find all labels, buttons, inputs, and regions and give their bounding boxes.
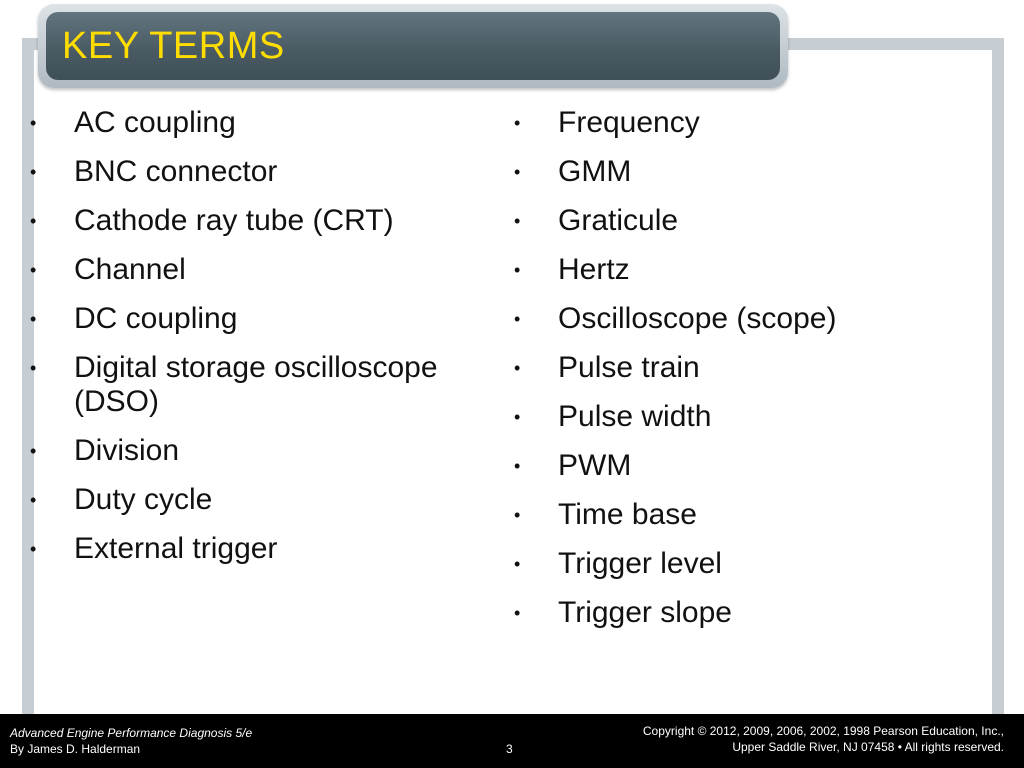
- bullet-icon: •: [30, 260, 37, 280]
- term-text: Digital storage oscilloscope (DSO): [74, 351, 438, 418]
- term-item: [514, 253, 984, 287]
- bullet-icon: •: [514, 407, 521, 427]
- term-item: [30, 351, 500, 419]
- bullet-icon: •: [30, 309, 37, 329]
- term-item: [514, 449, 984, 483]
- term-text: Pulse train: [558, 351, 700, 384]
- copyright-line-2: Upper Saddle River, NJ 07458 • All rights reserved.: [732, 740, 1004, 754]
- slide-title: KEY TERMS: [62, 25, 285, 67]
- term-item: [30, 532, 500, 566]
- term-item: [514, 351, 984, 385]
- term-text: Hertz: [558, 253, 630, 286]
- bullet-icon: •: [514, 260, 521, 280]
- term-text: Pulse width: [558, 400, 712, 433]
- bullet-icon: •: [30, 211, 37, 231]
- term-item: [514, 547, 984, 581]
- term-item: [30, 204, 500, 238]
- bullet-icon: •: [514, 162, 521, 182]
- bullet-icon: •: [30, 358, 37, 378]
- bullet-icon: •: [30, 162, 37, 182]
- bullet-icon: •: [30, 539, 37, 559]
- term-item: [514, 498, 984, 532]
- term-item: [30, 483, 500, 517]
- term-item: [514, 596, 984, 630]
- left-term-list: [30, 106, 500, 581]
- bullet-icon: •: [30, 113, 37, 133]
- page-number: 3: [506, 742, 513, 756]
- bullet-icon: •: [514, 505, 521, 525]
- term-text: Oscilloscope (scope): [558, 302, 837, 335]
- bullet-icon: •: [514, 211, 521, 231]
- term-item: [514, 155, 984, 189]
- term-item: [514, 106, 984, 140]
- term-text: DC coupling: [74, 302, 238, 335]
- bullet-icon: •: [514, 554, 521, 574]
- term-item: [514, 204, 984, 238]
- term-text: Trigger slope: [558, 596, 732, 629]
- term-text: Division: [74, 434, 180, 467]
- term-item: [30, 106, 500, 140]
- term-text: Frequency: [558, 106, 700, 139]
- copyright-line-1: Copyright © 2012, 2009, 2006, 2002, 1998 Pearson Education, Inc.,: [642, 724, 1004, 738]
- term-text: Time base: [558, 498, 697, 531]
- bullet-icon: •: [514, 603, 521, 623]
- term-item: [30, 302, 500, 336]
- term-text: AC coupling: [74, 106, 236, 139]
- term-text: Duty cycle: [74, 483, 213, 516]
- term-text: PWM: [558, 449, 632, 482]
- term-text: Cathode ray tube (CRT): [74, 204, 394, 237]
- term-item: [30, 434, 500, 468]
- term-text: Channel: [74, 253, 186, 286]
- right-term-list: [514, 106, 984, 645]
- bullet-icon: •: [514, 309, 521, 329]
- term-item: [30, 253, 500, 287]
- term-item: [30, 155, 500, 189]
- bullet-icon: •: [30, 441, 37, 461]
- bullet-icon: •: [30, 490, 37, 510]
- term-text: BNC connector: [74, 155, 278, 188]
- term-item: [514, 400, 984, 434]
- term-text: Trigger level: [558, 547, 722, 580]
- bullet-icon: •: [514, 113, 521, 133]
- slide-frame-right: [992, 38, 1004, 716]
- slide-footer: [0, 714, 1024, 768]
- footer-author: By James D. Halderman: [10, 742, 141, 756]
- bullet-icon: •: [514, 358, 521, 378]
- term-item: [514, 302, 984, 336]
- term-text: GMM: [558, 155, 632, 188]
- term-text: Graticule: [558, 204, 679, 237]
- bullet-icon: •: [514, 456, 521, 476]
- footer-book-title: Advanced Engine Performance Diagnosis 5/e: [10, 726, 253, 740]
- term-text: External trigger: [74, 532, 278, 565]
